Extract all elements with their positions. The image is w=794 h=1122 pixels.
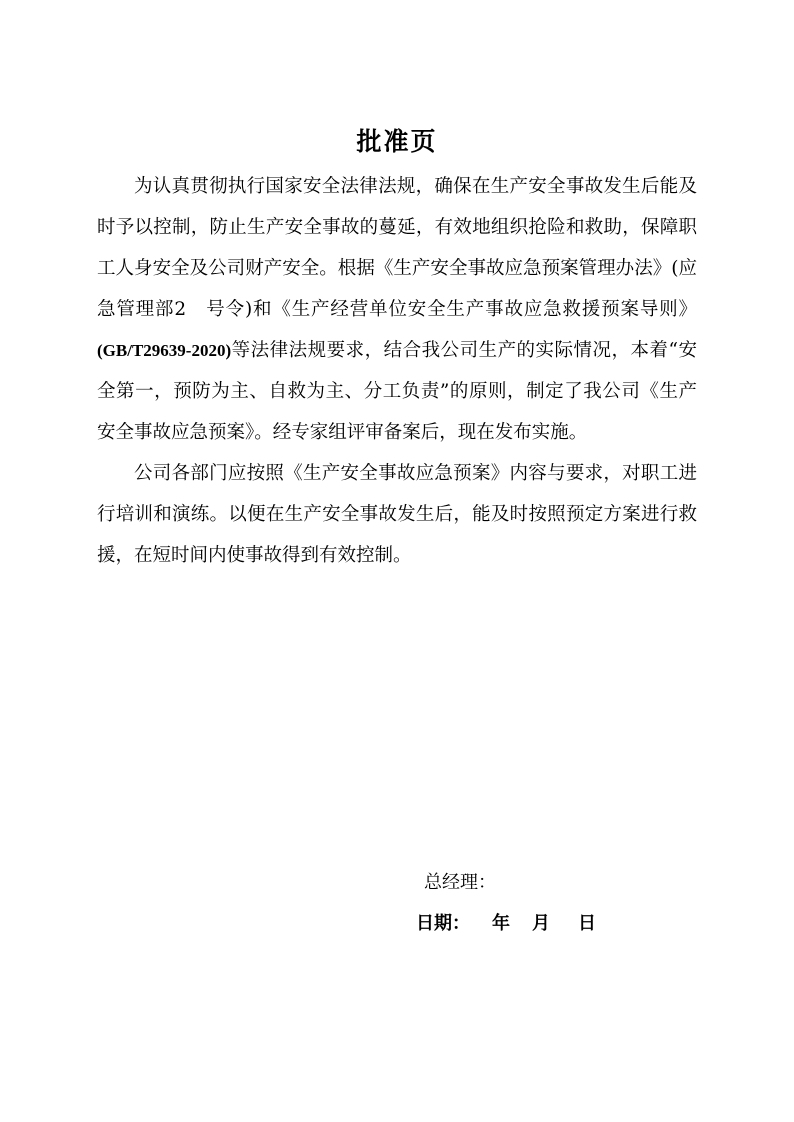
page-title: 批准页 bbox=[356, 127, 438, 156]
general-manager-signature-label: 总经理： bbox=[424, 872, 496, 893]
day-label: 日 bbox=[578, 913, 596, 934]
paragraph-department-requirements: 公司各部门应按照《生产安全事故应急预案》内容与要求，对职工进行培训和演练。以便在生产安全事故发生后，能及时按照预定方案进行救援，在短时间内使事故得到有效控制。 bbox=[97, 463, 697, 566]
document-body bbox=[97, 166, 697, 576]
month-label: 月 bbox=[532, 913, 550, 934]
date-label: 日期： bbox=[416, 913, 470, 934]
paragraph-1-part-1: 为认真贯彻执行国家安全法律法规，确保在生产安全事故发生后能及时予以控制，防止生产安全事故的蔓延，有效地组织抢险和救助，保障职工人身安全及公司财产安全。根据《生产安全事故应急预案管理办法》(应急管理部2 号令)和《生产经营单位安全生产事故应急救援预案导则》 bbox=[97, 176, 697, 320]
standard-code: (GB/T29639-2020) bbox=[97, 341, 232, 360]
paragraph-approval-statement bbox=[97, 166, 697, 453]
paragraph-1-part-2: 等法律法规要求，结合我公司生产的实际情况，本着“安全第一，预防为主、自救为主、分工负责”的原则，制定了我公司《生产安全事故应急预案》。经专家组评审备案后，现在发布实施。 bbox=[97, 340, 697, 443]
date-line bbox=[416, 909, 596, 939]
year-label: 年 bbox=[492, 913, 510, 934]
